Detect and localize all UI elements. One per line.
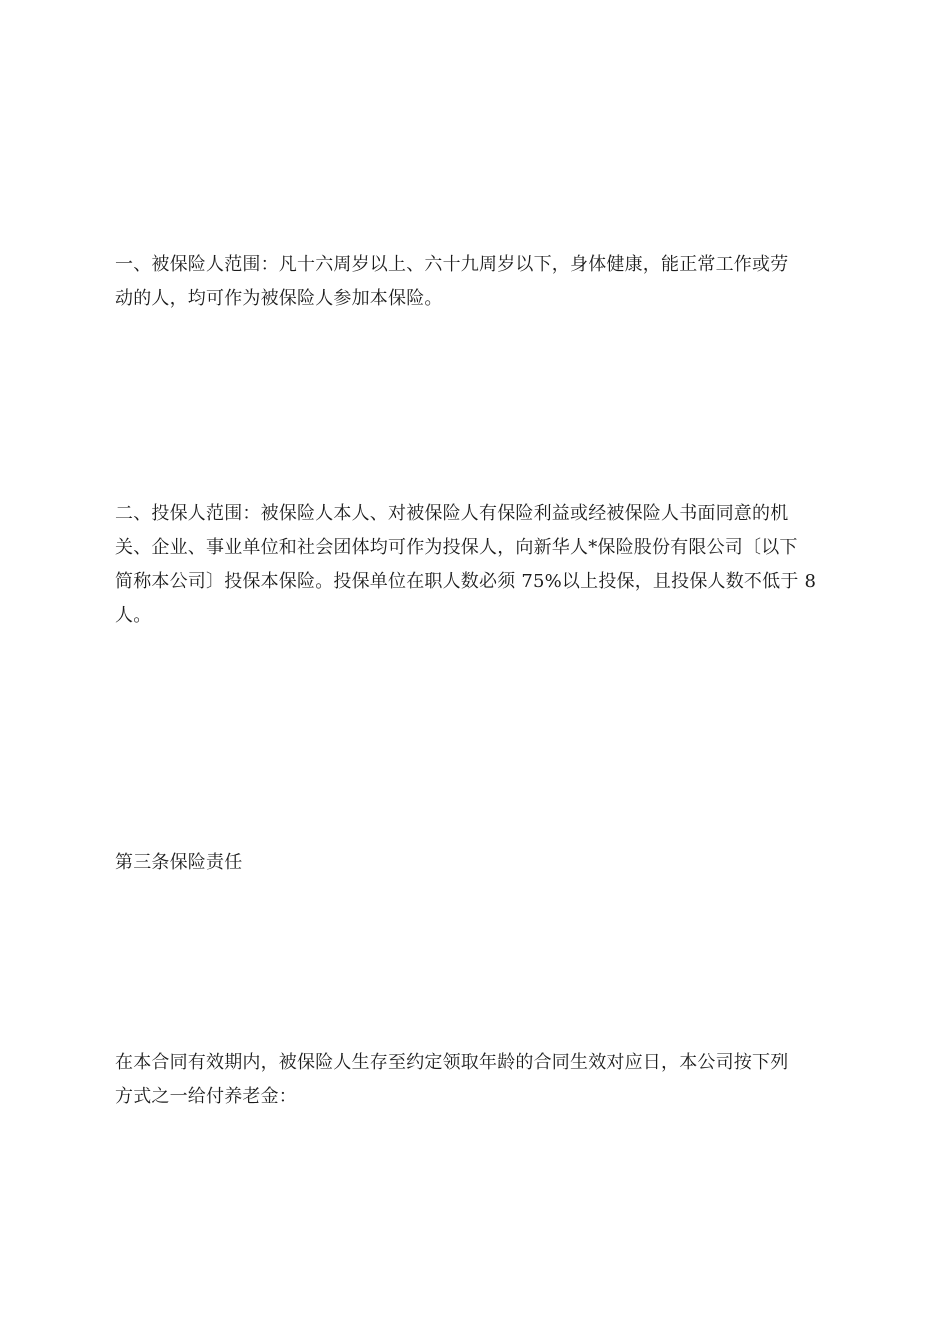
text-line: 方式之一给付养老金： <box>115 1086 297 1107</box>
paragraph-benefit-payment <box>115 1046 840 1114</box>
text-line: 简称本公司〕投保本保险。投保单位在职人数必须 75%以上投保，且投保人数不低于 8 <box>115 571 817 592</box>
text-line: 在本合同有效期内，被保险人生存至约定领取年龄的合同生效对应日，本公司按下列 <box>115 1052 789 1073</box>
paragraph-insured-scope <box>115 248 840 316</box>
text-line: 关、企业、事业单位和社会团体均可作为投保人，向新华人*保险股份有限公司〔以下 <box>115 537 798 558</box>
text-line: 动的人，均可作为被保险人参加本保险。 <box>115 288 443 309</box>
section-heading-article-3 <box>115 846 840 880</box>
text-line: 人。 <box>115 605 152 626</box>
text-line: 一、被保险人范围：凡十六周岁以上、六十九周岁以下，身体健康，能正常工作或劳 <box>115 254 789 275</box>
paragraph-policyholder-scope <box>115 497 840 633</box>
heading-text: 第三条保险责任 <box>115 852 243 873</box>
text-line: 二、投保人范围：被保险人本人、对被保险人有保险利益或经被保险人书面同意的机 <box>115 503 789 524</box>
